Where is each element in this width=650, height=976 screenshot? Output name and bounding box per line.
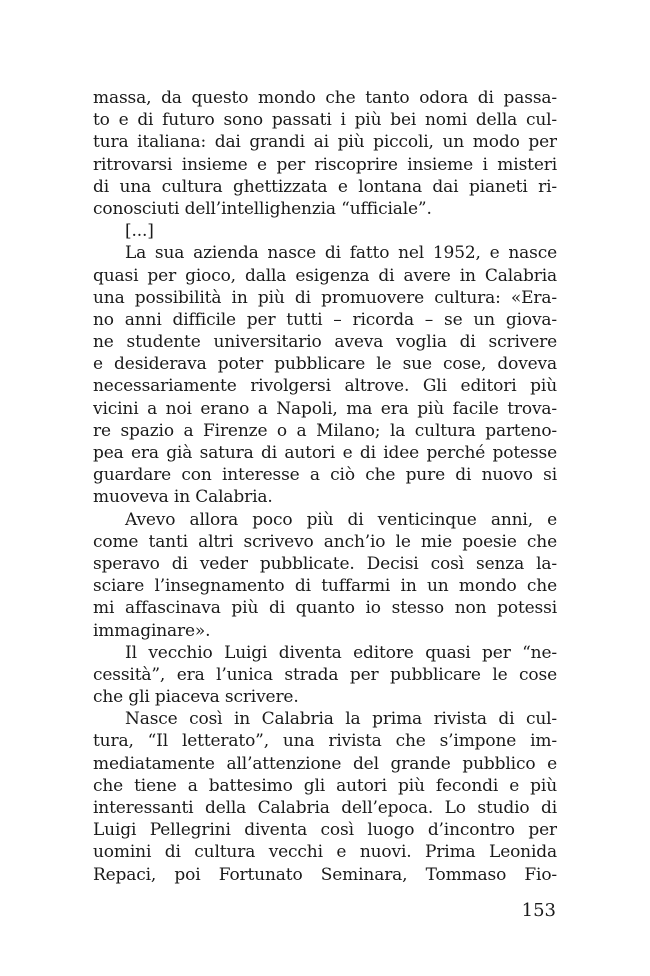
text-line: cessità”, era l’unica strada per pubblicare le cose (93, 664, 557, 685)
text-line: mi affascinava più di quanto io stesso non potessi (93, 598, 557, 619)
text-line: che gli piaceva scrivere. (93, 687, 299, 708)
text-line: necessariamente rivolgersi altrove. Gli editori più (93, 376, 557, 397)
text-line: re spazio a Firenze o a Milano; la cultura parteno- (93, 420, 557, 441)
text-line: mediatamente all’attenzione del grande pubblico e (93, 753, 557, 774)
text-line: muoveva in Calabria. (93, 487, 273, 508)
text-line: uomini di cultura vecchi e nuovi. Prima Leonida (93, 842, 557, 863)
text-line: e desiderava poter pubblicare le sue cose, doveva (93, 354, 557, 375)
text-line: conosciuti dell’intellighenzia “ufficiale”. (93, 198, 432, 219)
text-line: vicini a noi erano a Napoli, ma era più facile trova- (93, 398, 557, 419)
text-line: che tiene a battesimo gli autori più fecondi e più (93, 775, 557, 796)
text-line: Il vecchio Luigi diventa editore quasi per “ne- (125, 642, 557, 663)
text-line: speravo di veder pubblicate. Decisi così senza la- (93, 553, 557, 574)
text-line: sciare l’insegnamento di tuffarmi in un mondo che (93, 576, 557, 597)
text-line: tura, “Il letterato”, una rivista che s’impone im- (93, 731, 557, 752)
page-number: 153 (521, 900, 556, 921)
text-line: ne studente universitario aveva voglia di scrivere (93, 332, 557, 353)
text-line: to e di futuro sono passati i più bei nomi della cul- (93, 110, 557, 131)
text-line: tura italiana: dai grandi ai più piccoli, un modo per (93, 132, 557, 153)
text-line: [...] (125, 221, 154, 242)
text-line: Nasce così in Calabria la prima rivista di cul- (125, 709, 557, 730)
text-line: Repaci, poi Fortunato Seminara, Tommaso Fio- (93, 864, 557, 885)
text-line: come tanti altri scrivevo anch’io le mie poesie che (93, 531, 557, 552)
text-line: interessanti della Calabria dell’epoca. Lo studio di (93, 798, 557, 818)
text-line: ritrovarsi insieme e per riscoprire insieme i misteri (93, 154, 557, 175)
text-line: pea era già satura di autori e di idee perché potesse (93, 443, 557, 463)
text-line: di una cultura ghettizzata e lontana dai pianeti ri- (93, 176, 557, 197)
text-line: immaginare». (93, 620, 211, 641)
text-line: Avevo allora poco più di venticinque anni, e (125, 509, 557, 530)
text-line: quasi per gioco, dalla esigenza di avere in Calabria (93, 265, 557, 286)
text-line: no anni difficile per tutti – ricorda – se un giova- (93, 309, 557, 330)
text-line: massa, da questo mondo che tanto odora di passa- (93, 88, 557, 108)
page-body (93, 87, 557, 886)
text-line: Luigi Pellegrini diventa così luogo d’incontro per (93, 820, 557, 841)
text-line: una possibilità in più di promuovere cultura: «Era- (93, 287, 557, 308)
text-line: guardare con interesse a ciò che pure di nuovo si (93, 465, 557, 486)
text-line: La sua azienda nasce di fatto nel 1952, e nasce (125, 243, 557, 264)
